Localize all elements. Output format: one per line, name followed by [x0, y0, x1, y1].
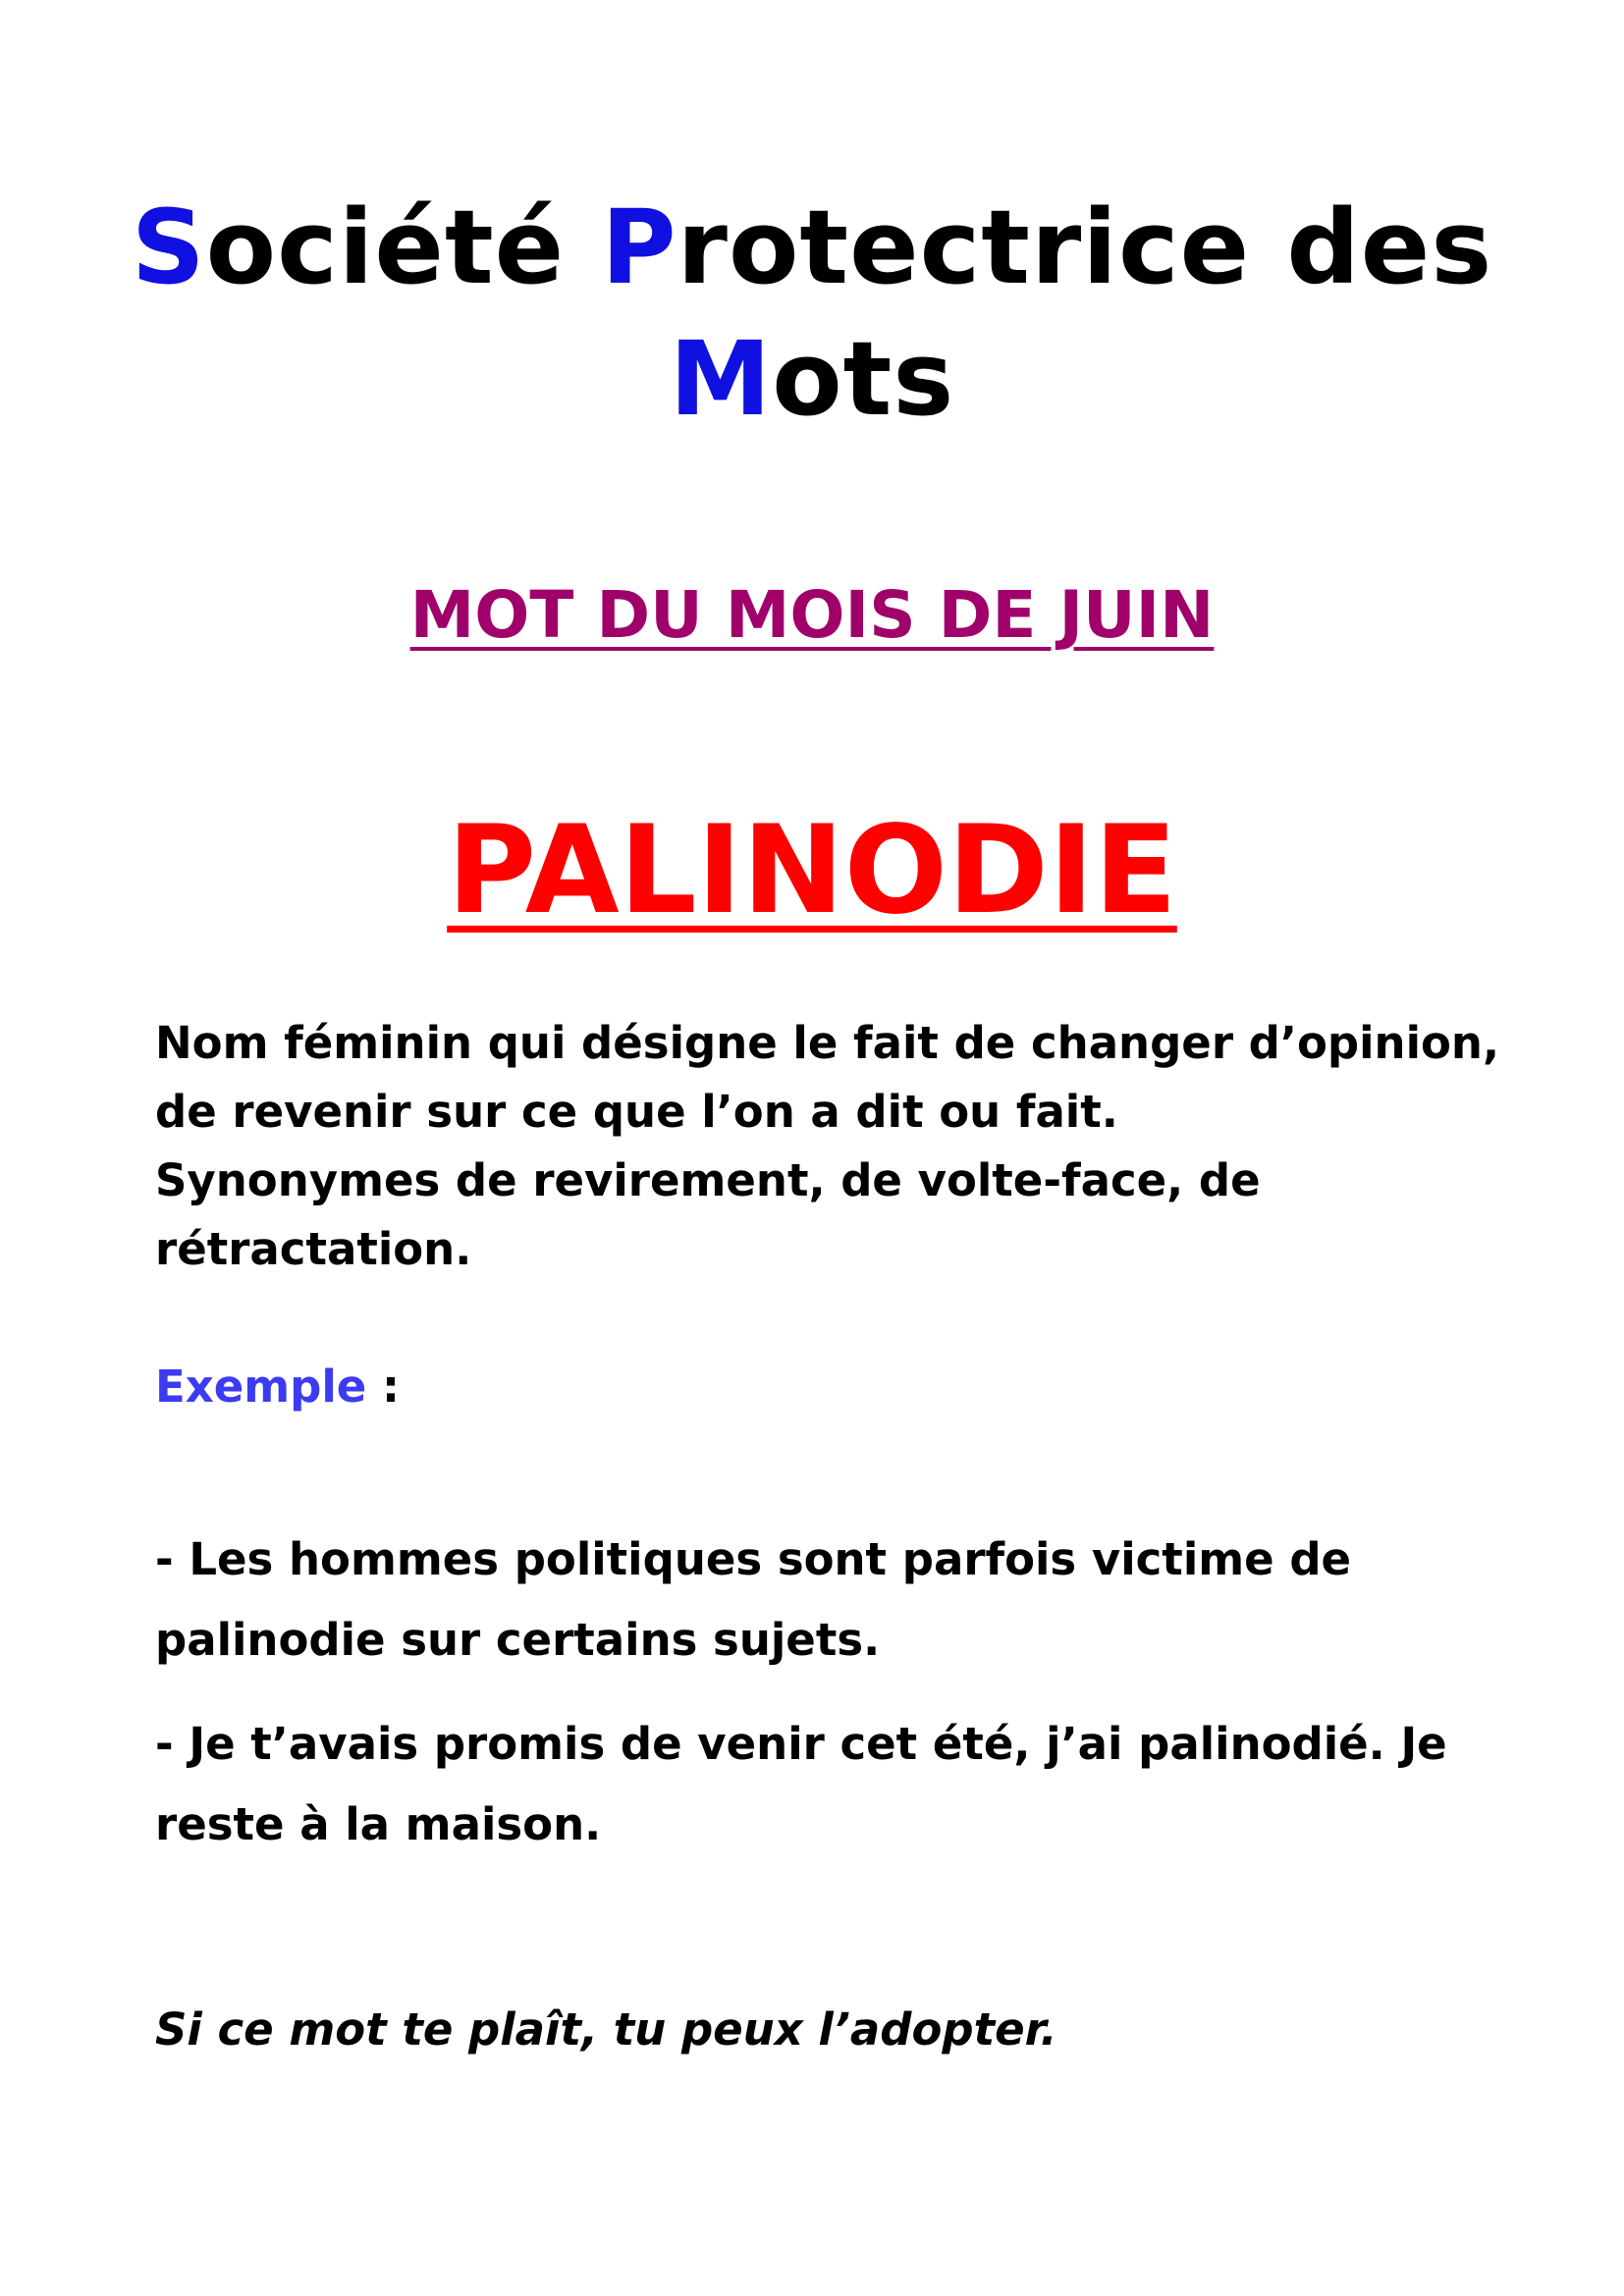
example-line: - Je t’avais promis de venir cet été, j’ai palinodié. Je: [155, 1718, 1447, 1770]
closing-sentence: Si ce mot te plaît, tu peux l’adopter.: [155, 2003, 1057, 2056]
definition-line: de revenir sur ce que l’on a dit ou fait.: [155, 1086, 1118, 1138]
title-word-mots: ots: [772, 319, 955, 439]
definition-line: rétractation.: [155, 1223, 472, 1275]
society-title: [118, 182, 1506, 445]
example-label-punct: :: [366, 1361, 401, 1413]
title-word-protectrice-des: rotectrice des: [677, 187, 1493, 307]
title-initial-m: M: [669, 319, 773, 439]
example-line: - Les hommes politiques sont parfois victime de: [155, 1533, 1352, 1585]
definition-paragraph: [155, 1009, 1510, 1284]
month-subtitle: [118, 574, 1506, 657]
title-initial-s: S: [131, 187, 206, 307]
title-initial-p: P: [601, 187, 677, 307]
example-label: [155, 1353, 400, 1421]
example-line: reste à la maison.: [155, 1798, 602, 1850]
definition-line: Nom féminin qui désigne le fait de changer d’opinion,: [155, 1017, 1500, 1069]
example-item: [155, 1520, 1510, 1681]
example-item: [155, 1704, 1510, 1865]
title-word-societe: ociété: [205, 187, 566, 307]
example-label-word: Exemple: [155, 1361, 367, 1413]
subtitle-text: MOT DU MOIS DE JUIN: [409, 577, 1215, 653]
headword-text: PALINODIE: [447, 800, 1177, 941]
example-line: palinodie sur certains sujets.: [155, 1614, 881, 1666]
headword: [118, 797, 1506, 944]
definition-line: Synonymes de revirement, de volte-face, de: [155, 1154, 1261, 1206]
